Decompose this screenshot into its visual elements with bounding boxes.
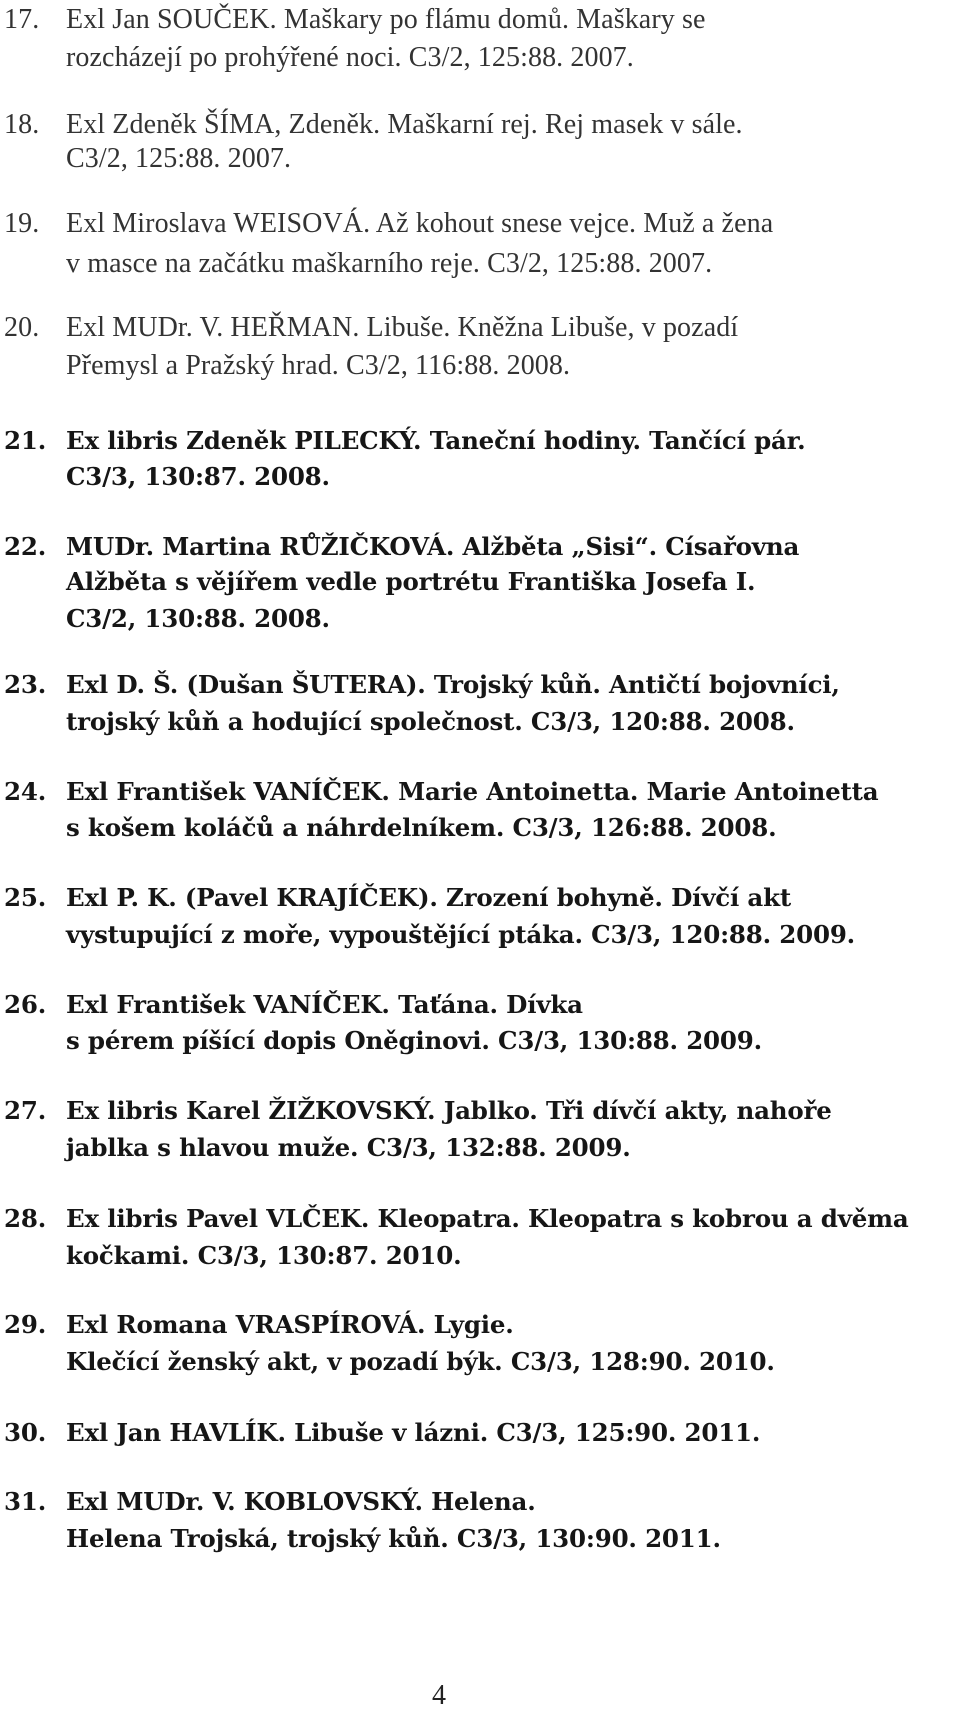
entry-line: Exl Jan HAVLÍK. Libuše v lázni. C3/3, 125:90. 2011. bbox=[66, 1418, 761, 1447]
entry-line: s košem koláčů a náhrdelníkem. C3/3, 126:88. 2008. bbox=[66, 813, 777, 842]
entry-line: rozcházejí po prohýřené noci. C3/2, 125:88. 2007. bbox=[66, 42, 634, 73]
entry-line: Exl Zdeněk ŠÍMA, Zdeněk. Maškarní rej. Rej masek v sále. bbox=[66, 109, 743, 140]
entry-line: C3/3, 130:87. 2008. bbox=[66, 462, 330, 491]
entry-line: MUDr. Martina RŮŽIČKOVÁ. Alžběta „Sisi“. Císařovna bbox=[66, 532, 800, 561]
entry-line: kočkami. C3/3, 130:87. 2010. bbox=[66, 1241, 462, 1270]
entry-number: 22. bbox=[4, 532, 47, 561]
entry-line: Ex libris Pavel VLČEK. Kleopatra. Kleopatra s kobrou a dvěma bbox=[66, 1204, 909, 1233]
entry-number: 26. bbox=[4, 990, 47, 1019]
entry-number: 30. bbox=[4, 1418, 47, 1447]
entry-number: 23. bbox=[4, 670, 47, 699]
entry-number: 28. bbox=[4, 1204, 47, 1233]
entry-number: 29. bbox=[4, 1310, 47, 1339]
entry-line: vystupující z moře, vypouštějící ptáka. C3/3, 120:88. 2009. bbox=[66, 920, 855, 949]
entry-number: 21. bbox=[4, 426, 47, 455]
entry-number: 25. bbox=[4, 883, 47, 912]
page-number: 4 bbox=[432, 1680, 446, 1711]
entry-line: Přemysl a Pražský hrad. C3/2, 116:88. 2008. bbox=[66, 350, 571, 381]
entry-number: 24. bbox=[4, 777, 47, 806]
entry-line: Exl Miroslava WEISOVÁ. Až kohout snese vejce. Muž a žena bbox=[66, 208, 774, 239]
entry-line: Exl P. K. (Pavel KRAJÍČEK). Zrození bohyně. Dívčí akt bbox=[66, 883, 791, 912]
entry-line: v masce na začátku maškarního reje. C3/2, 125:88. 2007. bbox=[66, 248, 713, 279]
entry-line: Ex libris Zdeněk PILECKÝ. Taneční hodiny. Tančící pár. bbox=[66, 426, 806, 455]
entry-line: Exl František VANÍČEK. Marie Antoinetta. Marie Antoinetta bbox=[66, 777, 879, 806]
entry-line: Exl MUDr. V. HEŘMAN. Libuše. Kněžna Libuše, v pozadí bbox=[66, 312, 739, 343]
entry-line: jablka s hlavou muže. C3/3, 132:88. 2009. bbox=[66, 1133, 631, 1162]
entry-number: 27. bbox=[4, 1096, 47, 1125]
entry-line: s pérem píšící dopis Oněginovi. C3/3, 130:88. 2009. bbox=[66, 1026, 762, 1055]
entry-number: 17. bbox=[4, 4, 40, 35]
entry-number: 20. bbox=[4, 312, 40, 343]
entry-line: Ex libris Karel ŽIŽKOVSKÝ. Jablko. Tři dívčí akty, nahoře bbox=[66, 1096, 832, 1125]
entry-line: Klečící ženský akt, v pozadí býk. C3/3, 128:90. 2010. bbox=[66, 1347, 775, 1376]
entry-line: C3/2, 125:88. 2007. bbox=[66, 143, 292, 174]
entry-line: Exl František VANÍČEK. Taťána. Dívka bbox=[66, 990, 583, 1019]
entry-line: Exl D. Š. (Dušan ŠUTERA). Trojský kůň. Antičtí bojovníci, bbox=[66, 670, 840, 699]
entry-line: Helena Trojská, trojský kůň. C3/3, 130:90. 2011. bbox=[66, 1524, 721, 1553]
entry-number: 18. bbox=[4, 109, 40, 140]
entry-line: Exl MUDr. V. KOBLOVSKÝ. Helena. bbox=[66, 1487, 536, 1516]
entry-line: Exl Jan SOUČEK. Maškary po flámu domů. Maškary se bbox=[66, 4, 706, 35]
entry-line: Exl Romana VRASPÍROVÁ. Lygie. bbox=[66, 1310, 514, 1339]
entry-number: 19. bbox=[4, 208, 40, 239]
entry-line: Alžběta s vějířem vedle portrétu Františka Josefa I. bbox=[66, 567, 756, 596]
entry-line: C3/2, 130:88. 2008. bbox=[66, 604, 330, 633]
entry-line: trojský kůň a hodující společnost. C3/3, 120:88. 2008. bbox=[66, 707, 795, 736]
entry-number: 31. bbox=[4, 1487, 47, 1516]
